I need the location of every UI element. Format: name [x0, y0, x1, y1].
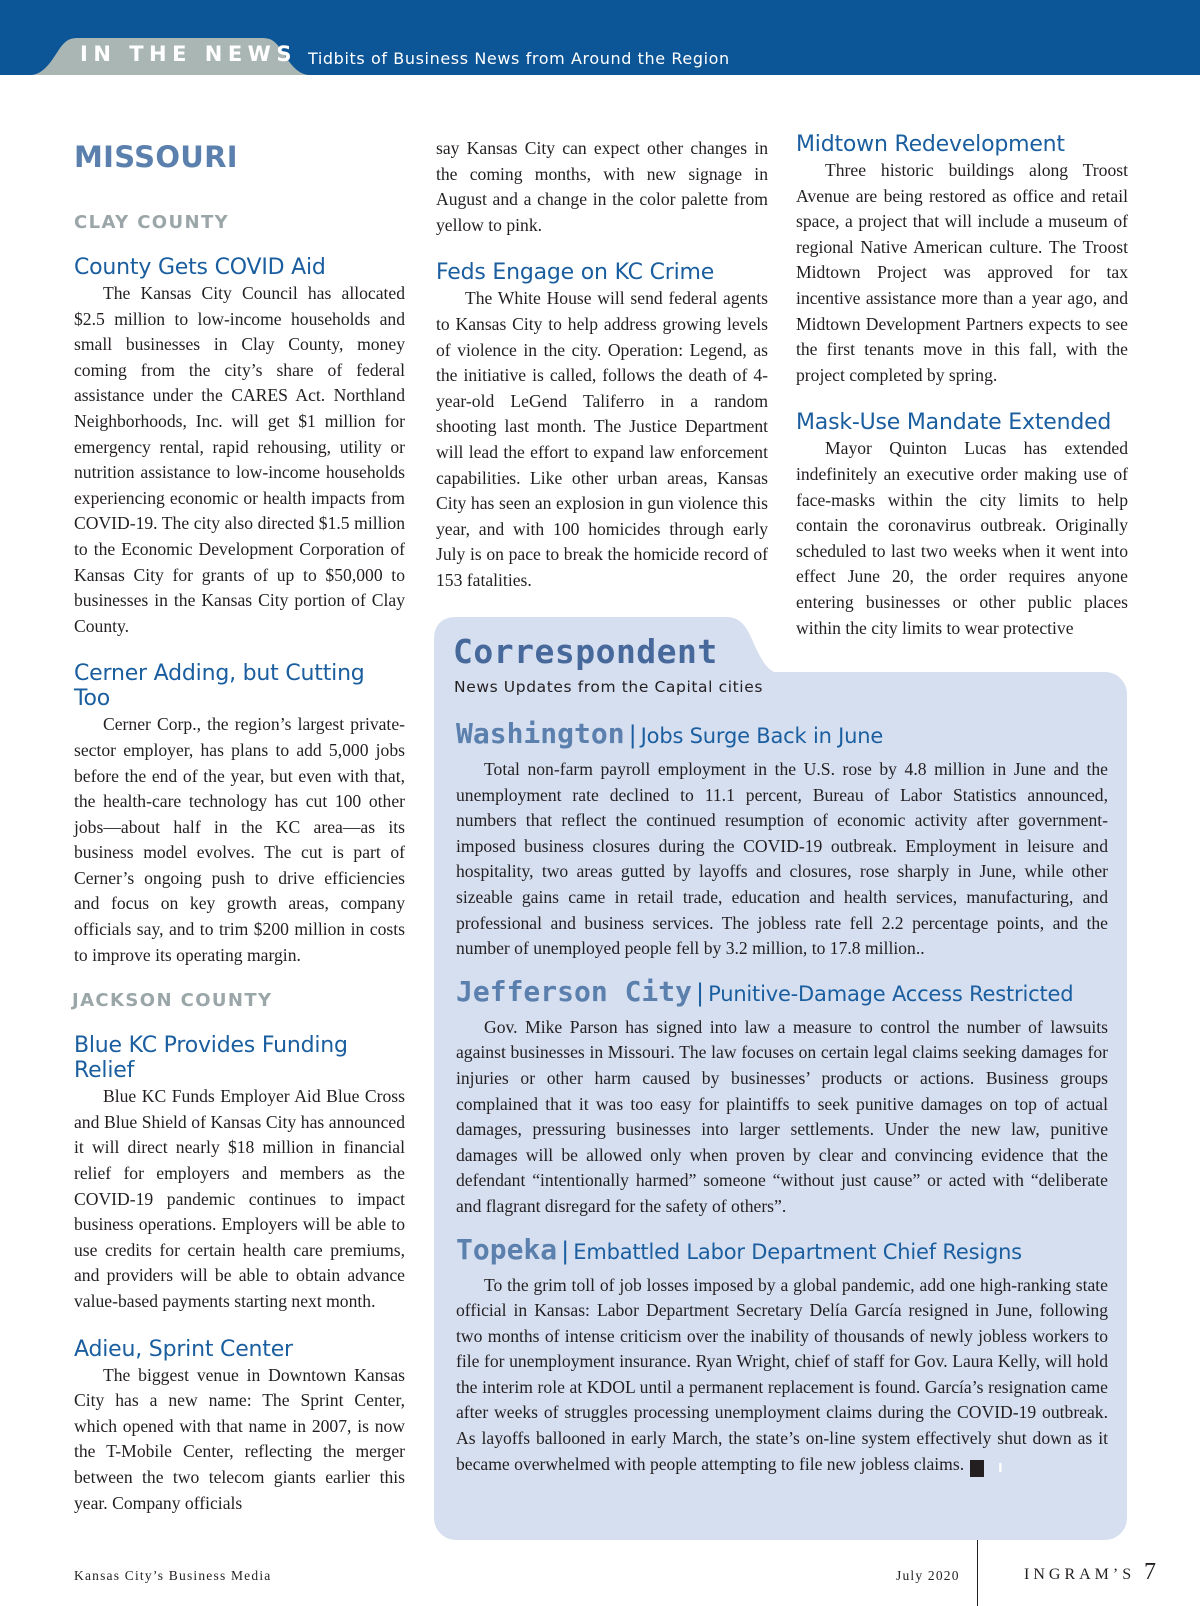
article-body-continued: say Kansas City can expect other changes in the coming months, with new signage in August and a change in the color palette from yellow to pink. [436, 138, 768, 235]
heading-separator: | [628, 721, 637, 749]
column-left [74, 130, 405, 1538]
article-midtown [796, 132, 1128, 388]
article-body: The Kansas City Council has allocated $2.5 million to low-income households and small businesses in Clay County, money coming from the city’s share of federal assistance under the CARES Act. Northland Neighborhoods, Inc. will get $1 million for emergency rental, rapid rehousing, utility or nutrition assistance to low-income households experiencing economic or health impacts from COVID-19. The city also directed $1.5 million to the Economic Development Corporation of Kansas City for grants of up to $50,000 to businesses in the Kansas City portion of Clay County. [74, 283, 405, 636]
article-body: The White House will send federal agents to Kansas City to help address growing levels of violence in the city. Operation: Legend, as the initiative is called, follows the death of 4-year-old LeGend Taliferro in a random shooting last month. The Justice Department will lead the effort to expand law enforcement capabilities. Like other urban areas, Kansas City has seen an explosion in gun violence this year, and with 100 homicides through early July is on pace to break the homicide record of 153 fatalities. [436, 288, 768, 590]
article-mask-mandate [796, 410, 1128, 641]
correspondent-subtitle: News Updates from the Capital cities [454, 678, 764, 696]
footer-date: July 2020 [896, 1568, 960, 1583]
column-right [796, 132, 1128, 663]
correspondent-heading [456, 1232, 1108, 1273]
correspondent-city: Jefferson City [456, 974, 693, 1008]
correspondent-item-jefferson-city [456, 974, 1108, 1220]
heading-separator: | [561, 1236, 570, 1265]
article-body: The biggest venue in Downtown Kansas City has a new name: The Sprint Center, which opened with that name in 2007, is now the T-Mobile Center, reflecting the merger between the two telecom giants earlier this year. Company officials [74, 1364, 405, 1513]
end-of-story-icon: I [970, 1460, 984, 1477]
correspondent-body-text: To the grim toll of job losses imposed by a global pandemic, add one high-ranking state official in Kansas: Labor Department Secretary Delía García resigned in June, following two months of intense criticism over the inability of thousands of newly jobless workers to file for unemployment insurance. Ryan Wright, chief of staff for Gov. Laura Kelly, will hold the interim role at KDOL until a permanent replacement is found. García’s resignation came after weeks of struggles processing unemployment claims during the COVID-19 outbreak. As layoffs ballooned in early March, the state’s on-line system effectively shut down as it became overwhelmed with people attempting to file new jobless claims. [456, 1274, 1108, 1474]
correspondent-item-washington [456, 716, 1108, 962]
footer-divider [977, 1540, 978, 1606]
correspondent-headline: Jobs Surge Back in June [640, 724, 884, 748]
heading-separator: | [696, 978, 705, 1007]
correspondent-body [456, 1273, 1108, 1478]
article-sprint-center [74, 1337, 405, 1517]
correspondent-body: Gov. Mike Parson has signed into law a measure to control the number of lawsuits against businesses in Missouri. The law focuses on certain legal claims seeking damages for injuries or other harm caused by businesses’ products or actions. Business groups complained that it was too easy for plaintiffs to seek punitive damages on top of actual damages, pressuring businesses into larger settlements. Under the new law, punitive damages will be allowed only when proven by clear and convincing evidence that the defendant “intentionally harmed” someone “without just cause” or acted with “deliberate and flagrant disregard for the safety of others”. [456, 1016, 1108, 1216]
correspondent-item-topeka [456, 1232, 1108, 1478]
correspondent-title: Correspondent [453, 632, 718, 671]
article-cerner [74, 661, 405, 968]
column-middle [436, 136, 768, 616]
article-title: Cerner Adding, but Cutting Too [74, 661, 365, 712]
correspondent-headline: Punitive-Damage Access Restricted [708, 981, 1074, 1006]
page-number: 7 [1144, 1559, 1156, 1585]
article-title: Adieu, Sprint Center [74, 1336, 293, 1362]
header-tagline: Tidbits of Business News from Around the Region [308, 49, 730, 68]
county-heading-clay: CLAY COUNTY [74, 212, 230, 233]
article-title: Feds Engage on KC Crime [436, 260, 715, 286]
article-body: Cerner Corp., the region’s largest private-sector employer, has plans to add 5,000 jobs before the end of the year, but even with that, the health-care technology has cut 100 other jobs—about half in the KC area—as its business model evolves. The cut is part of Cerner’s ongoing push to drive efficiencies and focus on key growth areas, company officials say, and to trim $200 million in costs to improve its operating margin. [74, 714, 405, 965]
correspondent-body: Total non-farm payroll employment in the U.S. rose by 4.8 million in June and the unemployment rate declined to 11.1 percent, Bureau of Labor Statistics announced, numbers that reflect the continued resumption of economic activity after government-imposed business closures during the COVID-19 outbreak. Employment in leisure and hospitality, two areas gutted by layoffs and closures, rose sharply in June, while other sizeable gains came in retail trade, education and health services, manufacturing, and professional and business services. The jobless rate fell 2.2 percentage points, and the number of unemployed people fell by 3.2 million, to 17.8 million.. [456, 759, 1108, 959]
article-body: Mayor Quinton Lucas has extended indefinitely an executive order making use of face-masks within the city limits to help contain the coronavirus outbreak. Originally scheduled to last two weeks when it went into effect June 20, the order requires anyone entering businesses or other public places within the city limits to wear protective [796, 438, 1128, 638]
footer-publisher: Kansas City’s Business Media [74, 1568, 272, 1583]
section-label: IN THE NEWS [80, 42, 297, 66]
section-tab [30, 38, 310, 75]
article-body: Three historic buildings along Troost Avenue are being restored as office and retail space, a project that will include a museum of regional Native American culture. The Troost Midtown Project was approved for tax incentive assistance more than a year ago, and Midtown Development Partners expects to see the first tenants move in this fall, with the project completed by spring. [796, 160, 1128, 385]
state-heading: MISSOURI [74, 140, 238, 174]
county-heading-jackson: JACKSON COUNTY [72, 990, 273, 1012]
article-title: Mask-Use Mandate Extended [796, 410, 1112, 436]
article-body: Blue KC Funds Employer Aid Blue Cross and Blue Shield of Kansas City has announced it will direct nearly $18 million in financial relief for employers and members as the COVID-19 pandemic continues to impact business operations. Employers will be able to use credits for certain health care premiums, and providers will be able to obtain advance value-based payments starting next month. [74, 1086, 405, 1311]
correspondent-city: Washington [456, 717, 625, 750]
article-blue-kc [74, 1033, 405, 1314]
article-title: Blue KC Provides Funding Relief [74, 1033, 348, 1084]
article-title: County Gets COVID Aid [74, 255, 326, 280]
correspondent-heading [456, 716, 1108, 757]
article-kc-crime [436, 260, 768, 593]
article-covid-aid [74, 255, 405, 639]
correspondent-headline: Embattled Labor Department Chief Resigns [573, 1239, 1022, 1264]
correspondent-articles [456, 716, 1108, 1489]
correspondent-heading [456, 974, 1108, 1015]
article-sprint-center-continued [436, 136, 768, 238]
article-title: Midtown Redevelopment [796, 132, 1065, 157]
footer-magazine-name: INGRAM’S [1024, 1566, 1136, 1583]
correspondent-city: Topeka [456, 1232, 558, 1266]
